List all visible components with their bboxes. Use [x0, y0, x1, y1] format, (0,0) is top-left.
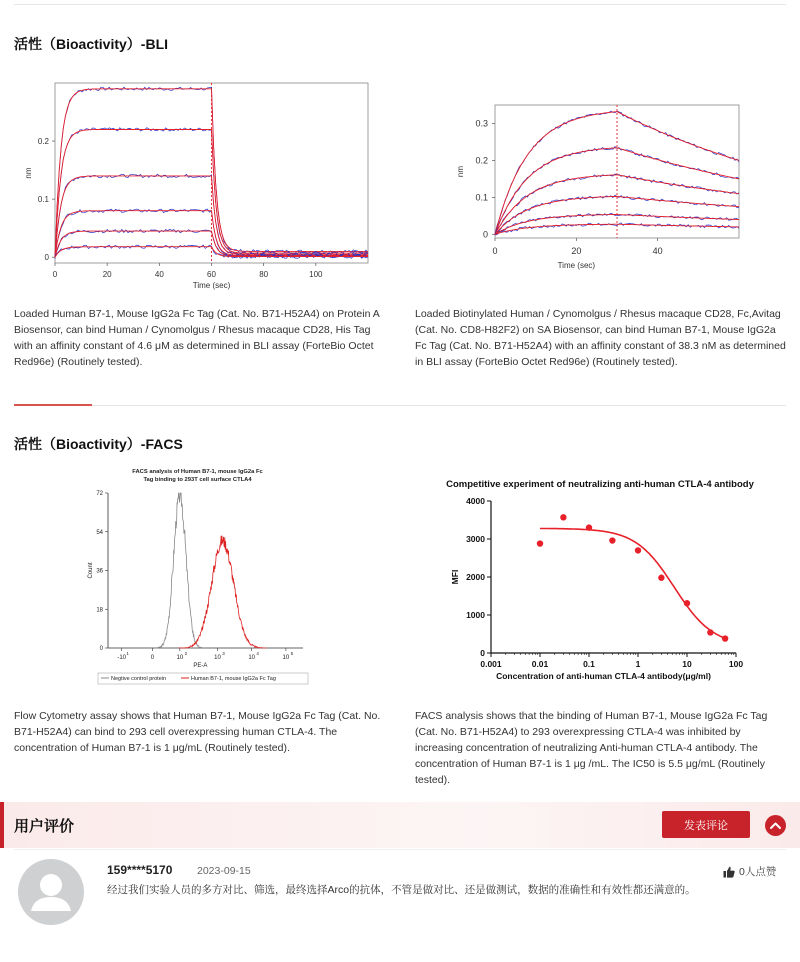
x-tick-exponent: 2 [184, 651, 188, 656]
x-tick-exponent: 5 [290, 651, 294, 656]
x-tick-label: 80 [259, 270, 269, 279]
review-header-accent [0, 802, 4, 848]
legend-label: Human B7-1, mouse IgG2a Fc Tag [191, 676, 276, 682]
like-button[interactable] [723, 864, 776, 879]
y-axis-label: Count [88, 562, 94, 579]
like-count: 0人点赞 [739, 866, 777, 878]
y-tick-label: 54 [96, 529, 103, 536]
y-tick-label: 0.1 [475, 192, 488, 203]
histogram-series [179, 536, 266, 648]
y-axis-label: nm [24, 167, 33, 179]
x-axis-label: PE-A [193, 663, 208, 669]
x-tick-exponent: 3 [222, 651, 225, 656]
review-comment: 经过我们实验人员的多方对比、筛选，最终选择Arco的抗体，不管是做对比、还是做测试，数据的准确性和有效性都还满意的。 [107, 884, 696, 896]
x-tick-label: 10 [248, 655, 256, 661]
y-tick-label: 36 [96, 568, 103, 575]
y-tick-label: 0.3 [475, 118, 488, 129]
y-tick-label: 0 [480, 648, 485, 658]
user-icon [18, 859, 84, 925]
data-point [684, 600, 690, 606]
review-divider [14, 849, 786, 850]
y-tick-label: 0 [99, 646, 103, 652]
data-point [609, 537, 615, 543]
y-tick-label: 2000 [466, 572, 485, 582]
thumbs-up-icon [723, 866, 735, 878]
x-tick-label: -10 [117, 655, 127, 661]
x-tick-label: 1 [635, 659, 641, 669]
bli-right-caption: Loaded Biotinylated Human / Cynomolgus / Rhesus macaque CD28, Fc,Avitag (Cat. No. CD8-H82F2) on SA Biosensor, can bind Human B7-1, Mouse IgG2a Fc Tag (Cat. No. B71-H52A4) with an affinity constant of 38.3 nM as determined in BLI assay (ForteBio Octet Red96e) (Routinely tested). [415, 308, 786, 368]
y-tick-label: 0.1 [37, 195, 49, 205]
y-tick-label: 4000 [466, 496, 485, 506]
x-tick-label: 0 [150, 655, 155, 661]
facs-section-title: 活性（Bioactivity）-FACS [14, 436, 183, 452]
x-tick-label: 0.1 [583, 659, 595, 669]
x-tick-label: 20 [102, 270, 112, 279]
chevron-up-icon [765, 815, 786, 836]
x-tick-label: 10 [176, 655, 184, 661]
top-divider [14, 4, 786, 5]
bli-section-title: 活性（Bioactivity）-BLI [14, 36, 169, 52]
competition-chart [425, 473, 785, 685]
x-tick-label: 40 [652, 246, 663, 256]
facs-right-caption: FACS analysis shows that the binding of Human B7-1, Mouse IgG2a Fc Tag (Cat. No. B71-H52A4) to 293 overexpressing CTLA-4 was inhibited by increasing concentration of neutralizing Anti-human CTLA-4 antibody. The concentration of Human B7-1 is 1 μg /mL. The IC50 is 5.5 μg/mL (Routinely tested). [415, 710, 768, 786]
x-tick-label: 100 [309, 270, 323, 279]
x-tick-label: 10 [282, 655, 290, 661]
x-axis-label: Concentration of anti-human CTLA-4 antibody(μg/ml) [496, 671, 711, 681]
data-point [707, 629, 713, 635]
section-divider-accent [14, 404, 92, 406]
review-date: 2023-09-15 [197, 865, 251, 877]
y-tick-label: 3000 [466, 534, 485, 544]
y-tick-label: 0.2 [37, 137, 49, 147]
histogram-series [155, 493, 204, 648]
post-review-button[interactable]: 发表评论 [662, 811, 750, 838]
y-tick-label: 72 [96, 491, 103, 497]
x-tick-label: 0 [52, 270, 58, 279]
fit-curve [55, 211, 368, 258]
facs-left-caption: Flow Cytometry assay shows that Human B7-1, Mouse IgG2a Fc Tag (Cat. No. B71-H52A4) can bind to 293 cell overexpressing human CTLA-4. The concentration of Human B7-1 is 1 μg/mL (Routinely tested). [14, 710, 381, 754]
y-axis-label: nm [456, 165, 465, 178]
data-point [560, 514, 566, 520]
x-axis-label: Time (sec) [557, 261, 596, 270]
x-tick-label: 40 [154, 270, 164, 279]
bli-right-chart [455, 103, 747, 278]
review-user: 159****5170 [107, 863, 173, 877]
data-point [658, 575, 664, 581]
legend-label: Negtive control protein [111, 676, 167, 682]
x-tick-label: 10 [214, 655, 221, 661]
x-tick-label: 0.01 [531, 659, 549, 669]
y-axis-label: MFI [450, 569, 460, 585]
y-tick-label: 18 [96, 607, 103, 614]
x-tick-exponent: 1 [126, 651, 129, 656]
x-tick-label: 10 [682, 659, 692, 669]
data-point [586, 524, 592, 530]
y-tick-label: 1000 [466, 610, 485, 620]
data-point [722, 635, 728, 641]
x-tick-label: 20 [571, 246, 582, 256]
data-point [537, 540, 543, 546]
section-divider [14, 405, 786, 406]
chart-title: Competitive experiment of neutralizing anti-human CTLA-4 antibody [446, 479, 754, 490]
review-title: 用户评价 [14, 818, 75, 835]
y-tick-label: 0 [44, 253, 49, 263]
x-tick-label: 100 [728, 659, 744, 669]
bli-left-chart [25, 75, 380, 297]
chart-title-line1: FACS analysis of Human B7-1, mouse IgG2a Fc [132, 469, 263, 475]
facs-histogram-chart [80, 465, 315, 693]
x-tick-exponent: 4 [256, 651, 259, 656]
chart-title-line2: Tag binding to 293T cell surface CTLA4 [143, 477, 252, 483]
x-axis-label: Time (sec) [192, 281, 231, 290]
y-tick-label: 0.2 [475, 155, 488, 166]
collapse-button[interactable] [765, 815, 786, 836]
data-point [635, 547, 641, 553]
x-tick-label: 0 [492, 246, 498, 256]
x-tick-label: 60 [207, 270, 216, 279]
avatar [18, 859, 84, 925]
y-tick-label: 0 [482, 229, 488, 240]
x-tick-label: 0.001 [480, 659, 502, 669]
bli-left-caption: Loaded Human B7-1, Mouse IgG2a Fc Tag (Cat. No. B71-H52A4) on Protein A Biosensor, can bind Human / Cynomolgus / Rhesus macaque CD28, His Tag with an affinity constant of 4.6 μM as determined in BLI assay (ForteBio Octet Red96e) (Routinely tested). [14, 308, 380, 368]
fit-curve [540, 529, 724, 638]
